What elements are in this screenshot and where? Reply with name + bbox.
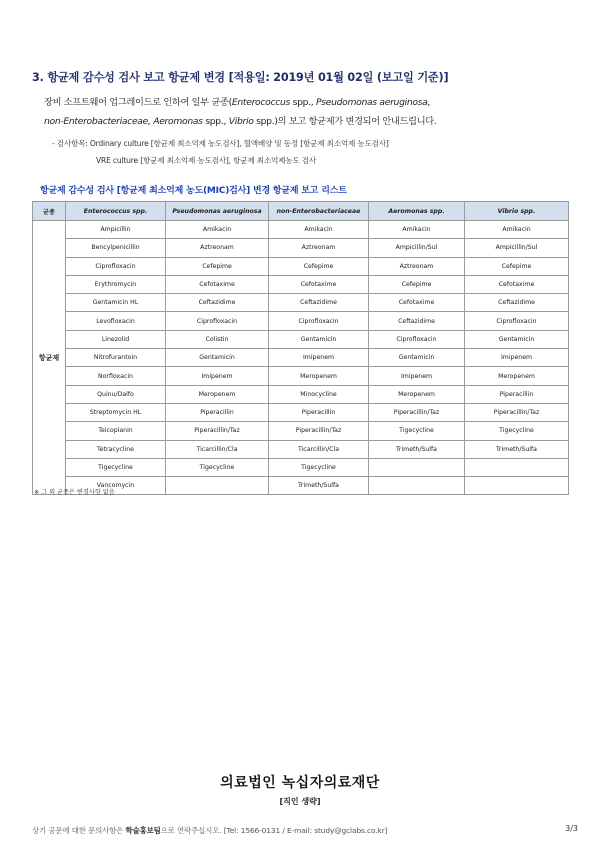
organism-name: Vibrio — [228, 116, 254, 127]
antibiotic-cell: Imipenem — [269, 349, 369, 367]
antibiotic-cell: Ciprofloxacin — [66, 257, 166, 275]
antibiotic-cell: Piperacillin — [269, 403, 369, 421]
antibiotic-cell: Ceftazidime — [369, 312, 465, 330]
antibiotic-cell: Tigecycline — [269, 458, 369, 476]
antibiotic-cell: Meropenem — [269, 367, 369, 385]
antibiotic-cell: Amikacin — [269, 221, 369, 239]
antibiotic-cell: Vancomycin — [66, 477, 166, 495]
antibiotic-cell: Cefotaxime — [166, 275, 269, 293]
header-organism-column: Pseudomonas aeruginosa — [166, 202, 269, 221]
antibiotic-cell: Minocycline — [269, 385, 369, 403]
antibiotic-cell: Piperacillin — [465, 385, 569, 403]
table-row — [33, 349, 569, 367]
antibiotic-cell: Tetracycline — [66, 440, 166, 458]
antibiotic-cell: Cefotaxime — [269, 275, 369, 293]
antibiotic-cell: Ciprofloxacin — [269, 312, 369, 330]
antibiotic-cell: Ampicillin/Sul — [369, 239, 465, 257]
antibiotic-cell: Gentamicin — [369, 349, 465, 367]
antibiotic-cell: Ciprofloxacin — [369, 330, 465, 348]
intro-text: spp., — [289, 97, 317, 108]
organization-name: 의료법인 녹십자의료재단 — [220, 775, 380, 791]
section-heading: 3. 항균제 감수성 검사 보고 항균제 변경 [적용일: 2019년 01월 02일 (보고일 기준)] — [32, 71, 449, 84]
header-organism-column: Vibrio spp. — [465, 202, 569, 221]
antibiotic-cell: Piperacillin — [166, 403, 269, 421]
antibiotic-cell: Gentamicin — [465, 330, 569, 348]
table-body — [33, 221, 569, 495]
antibiotic-cell: Teicoplanin — [66, 422, 166, 440]
table-row — [33, 275, 569, 293]
intro-text: spp., — [202, 116, 229, 127]
table-row — [33, 440, 569, 458]
footer-text: 으로 연락주십시오. [Tel: 1566-0131 / E-mail: study@gclabs.co.kr] — [160, 826, 388, 835]
table-header-row — [33, 202, 569, 221]
intro-text: spp.)의 보고 항균제가 변경되어 안내드립니다. — [253, 116, 437, 127]
antibiotic-cell: Piperacillin/Taz — [166, 422, 269, 440]
header-organism-column: non-Enterobacteriaceae — [269, 202, 369, 221]
organism-name: non-Enterobacteriaceae, Aeromonas — [44, 116, 203, 127]
table-row — [33, 221, 569, 239]
antibiotic-cell: Meropenem — [465, 367, 569, 385]
intro-text: , — [427, 97, 431, 108]
intro-text: 장비 소프트웨어 업그레이드로 인하여 일부 균종( — [44, 97, 232, 108]
antibiotic-cell: Trimeth/Sulfa — [465, 440, 569, 458]
table-row — [33, 294, 569, 312]
antibiotic-cell — [369, 458, 465, 476]
antibiotic-cell: Quinu/Dalfo — [66, 385, 166, 403]
header-organism-label: 균종 — [33, 202, 66, 221]
antibiotic-cell: Trimeth/Sulfa — [269, 477, 369, 495]
antibiotic-cell: Cefepime — [166, 257, 269, 275]
antibiotic-cell: Amikacin — [369, 221, 465, 239]
antibiotic-cell: Ciprofloxacin — [166, 312, 269, 330]
antibiotic-cell: Amikacin — [166, 221, 269, 239]
test-items-line-1: - 검사항목: Ordinary culture [항균제 최소억제 농도검사], 혈액배양 및 동정 [항균제 최소억제 농도검사] — [52, 139, 389, 148]
intro-line-1 — [44, 96, 564, 109]
antibiotic-cell: Ticarcillin/Cla — [166, 440, 269, 458]
header-organism-column: Aeromonas spp. — [369, 202, 465, 221]
organism-name: Enterococcus — [231, 97, 290, 108]
antibiotic-cell — [465, 477, 569, 495]
antibiotic-cell: Meropenem — [369, 385, 465, 403]
antibiotic-cell: Gentamicin — [269, 330, 369, 348]
table-row — [33, 403, 569, 421]
antibiotic-cell: Ceftazidime — [166, 294, 269, 312]
antibiotic-cell: Piperacillin/Taz — [465, 403, 569, 421]
group-label: 항균제 — [33, 221, 66, 495]
table-row — [33, 312, 569, 330]
antibiotic-cell: Ampicillin/Sul — [465, 239, 569, 257]
footer-text: 상기 공문에 대한 문의사항은 — [32, 826, 126, 835]
antibiotic-cell: Linezolid — [66, 330, 166, 348]
antibiotic-cell — [465, 458, 569, 476]
antibiotic-cell: Bencylpenicillin — [66, 239, 166, 257]
antibiotic-cell: Streptomycin HL — [66, 403, 166, 421]
table-row — [33, 422, 569, 440]
table-row — [33, 458, 569, 476]
footnote: ※ 그 외 균종은 변경사항 없음 — [34, 489, 115, 496]
test-items-line-2: VRE culture [항균제 최소억제 농도검사], 항균제 최소억제농도 검사 — [96, 156, 316, 165]
antibiotic-cell: Piperacillin/Taz — [269, 422, 369, 440]
antibiotic-cell: Norfloxacin — [66, 367, 166, 385]
antibiotic-cell: Cefotaxime — [369, 294, 465, 312]
antibiotic-cell: Imipenem — [465, 349, 569, 367]
antibiotic-cell: Tigecycline — [66, 458, 166, 476]
header-organism-column: Enterococcus spp. — [66, 202, 166, 221]
antibiotic-cell: Levofloxacin — [66, 312, 166, 330]
antibiotic-cell: Gentamicin — [166, 349, 269, 367]
antibiotic-cell: Cefotaxime — [465, 275, 569, 293]
antibiotic-cell: Imipenem — [166, 367, 269, 385]
antibiotic-cell: Trimeth/Sulfa — [369, 440, 465, 458]
antibiotic-cell: Ceftazidime — [269, 294, 369, 312]
antibiotic-cell: Tigecycline — [465, 422, 569, 440]
antibiotic-cell: Cefepime — [369, 275, 465, 293]
table-row — [33, 367, 569, 385]
antibiotic-cell: Ceftazidime — [465, 294, 569, 312]
antibiotic-cell: Ticarcillin/Cla — [269, 440, 369, 458]
antibiotic-cell: Piperacillin/Taz — [369, 403, 465, 421]
intro-line-2 — [44, 115, 564, 128]
antibiotic-cell — [369, 477, 465, 495]
table-row — [33, 257, 569, 275]
antibiotic-cell: Colistin — [166, 330, 269, 348]
antibiotic-cell: Imipenem — [369, 367, 465, 385]
antibiotic-cell: Aztreonam — [369, 257, 465, 275]
antibiotic-cell: Aztreonam — [166, 239, 269, 257]
table-row — [33, 330, 569, 348]
table-row — [33, 239, 569, 257]
page-number: 3/3 — [565, 824, 578, 833]
antibiotic-cell: Cefepime — [269, 257, 369, 275]
organism-name: Pseudomonas aeruginosa — [316, 97, 428, 108]
antibiotic-cell: Nitrofurantoin — [66, 349, 166, 367]
antibiotic-cell: Meropenem — [166, 385, 269, 403]
contact-footer — [32, 825, 387, 836]
antibiotic-cell: Ampicillin — [66, 221, 166, 239]
antibiotic-cell: Cefepime — [465, 257, 569, 275]
antibiotic-cell: Gentamicin HL — [66, 294, 166, 312]
table-title: 항균제 감수성 검사 [항균제 최소억제 농도(MIC)검사] 변경 항균제 보고 리스트 — [40, 186, 347, 196]
antibiotic-cell: Aztreonam — [269, 239, 369, 257]
antibiotic-cell: Amikacin — [465, 221, 569, 239]
table-row — [33, 385, 569, 403]
antibiotic-cell: Ciprofloxacin — [465, 312, 569, 330]
antibiotic-cell: Erythromycin — [66, 275, 166, 293]
antibiotic-cell: Tigecycline — [166, 458, 269, 476]
antibiotic-table — [32, 201, 569, 495]
antibiotic-cell: Tigecycline — [369, 422, 465, 440]
team-name: 학술홍보팀 — [125, 826, 161, 835]
antibiotic-cell — [166, 477, 269, 495]
seal-omitted-note: [직인 생략] — [279, 797, 321, 806]
